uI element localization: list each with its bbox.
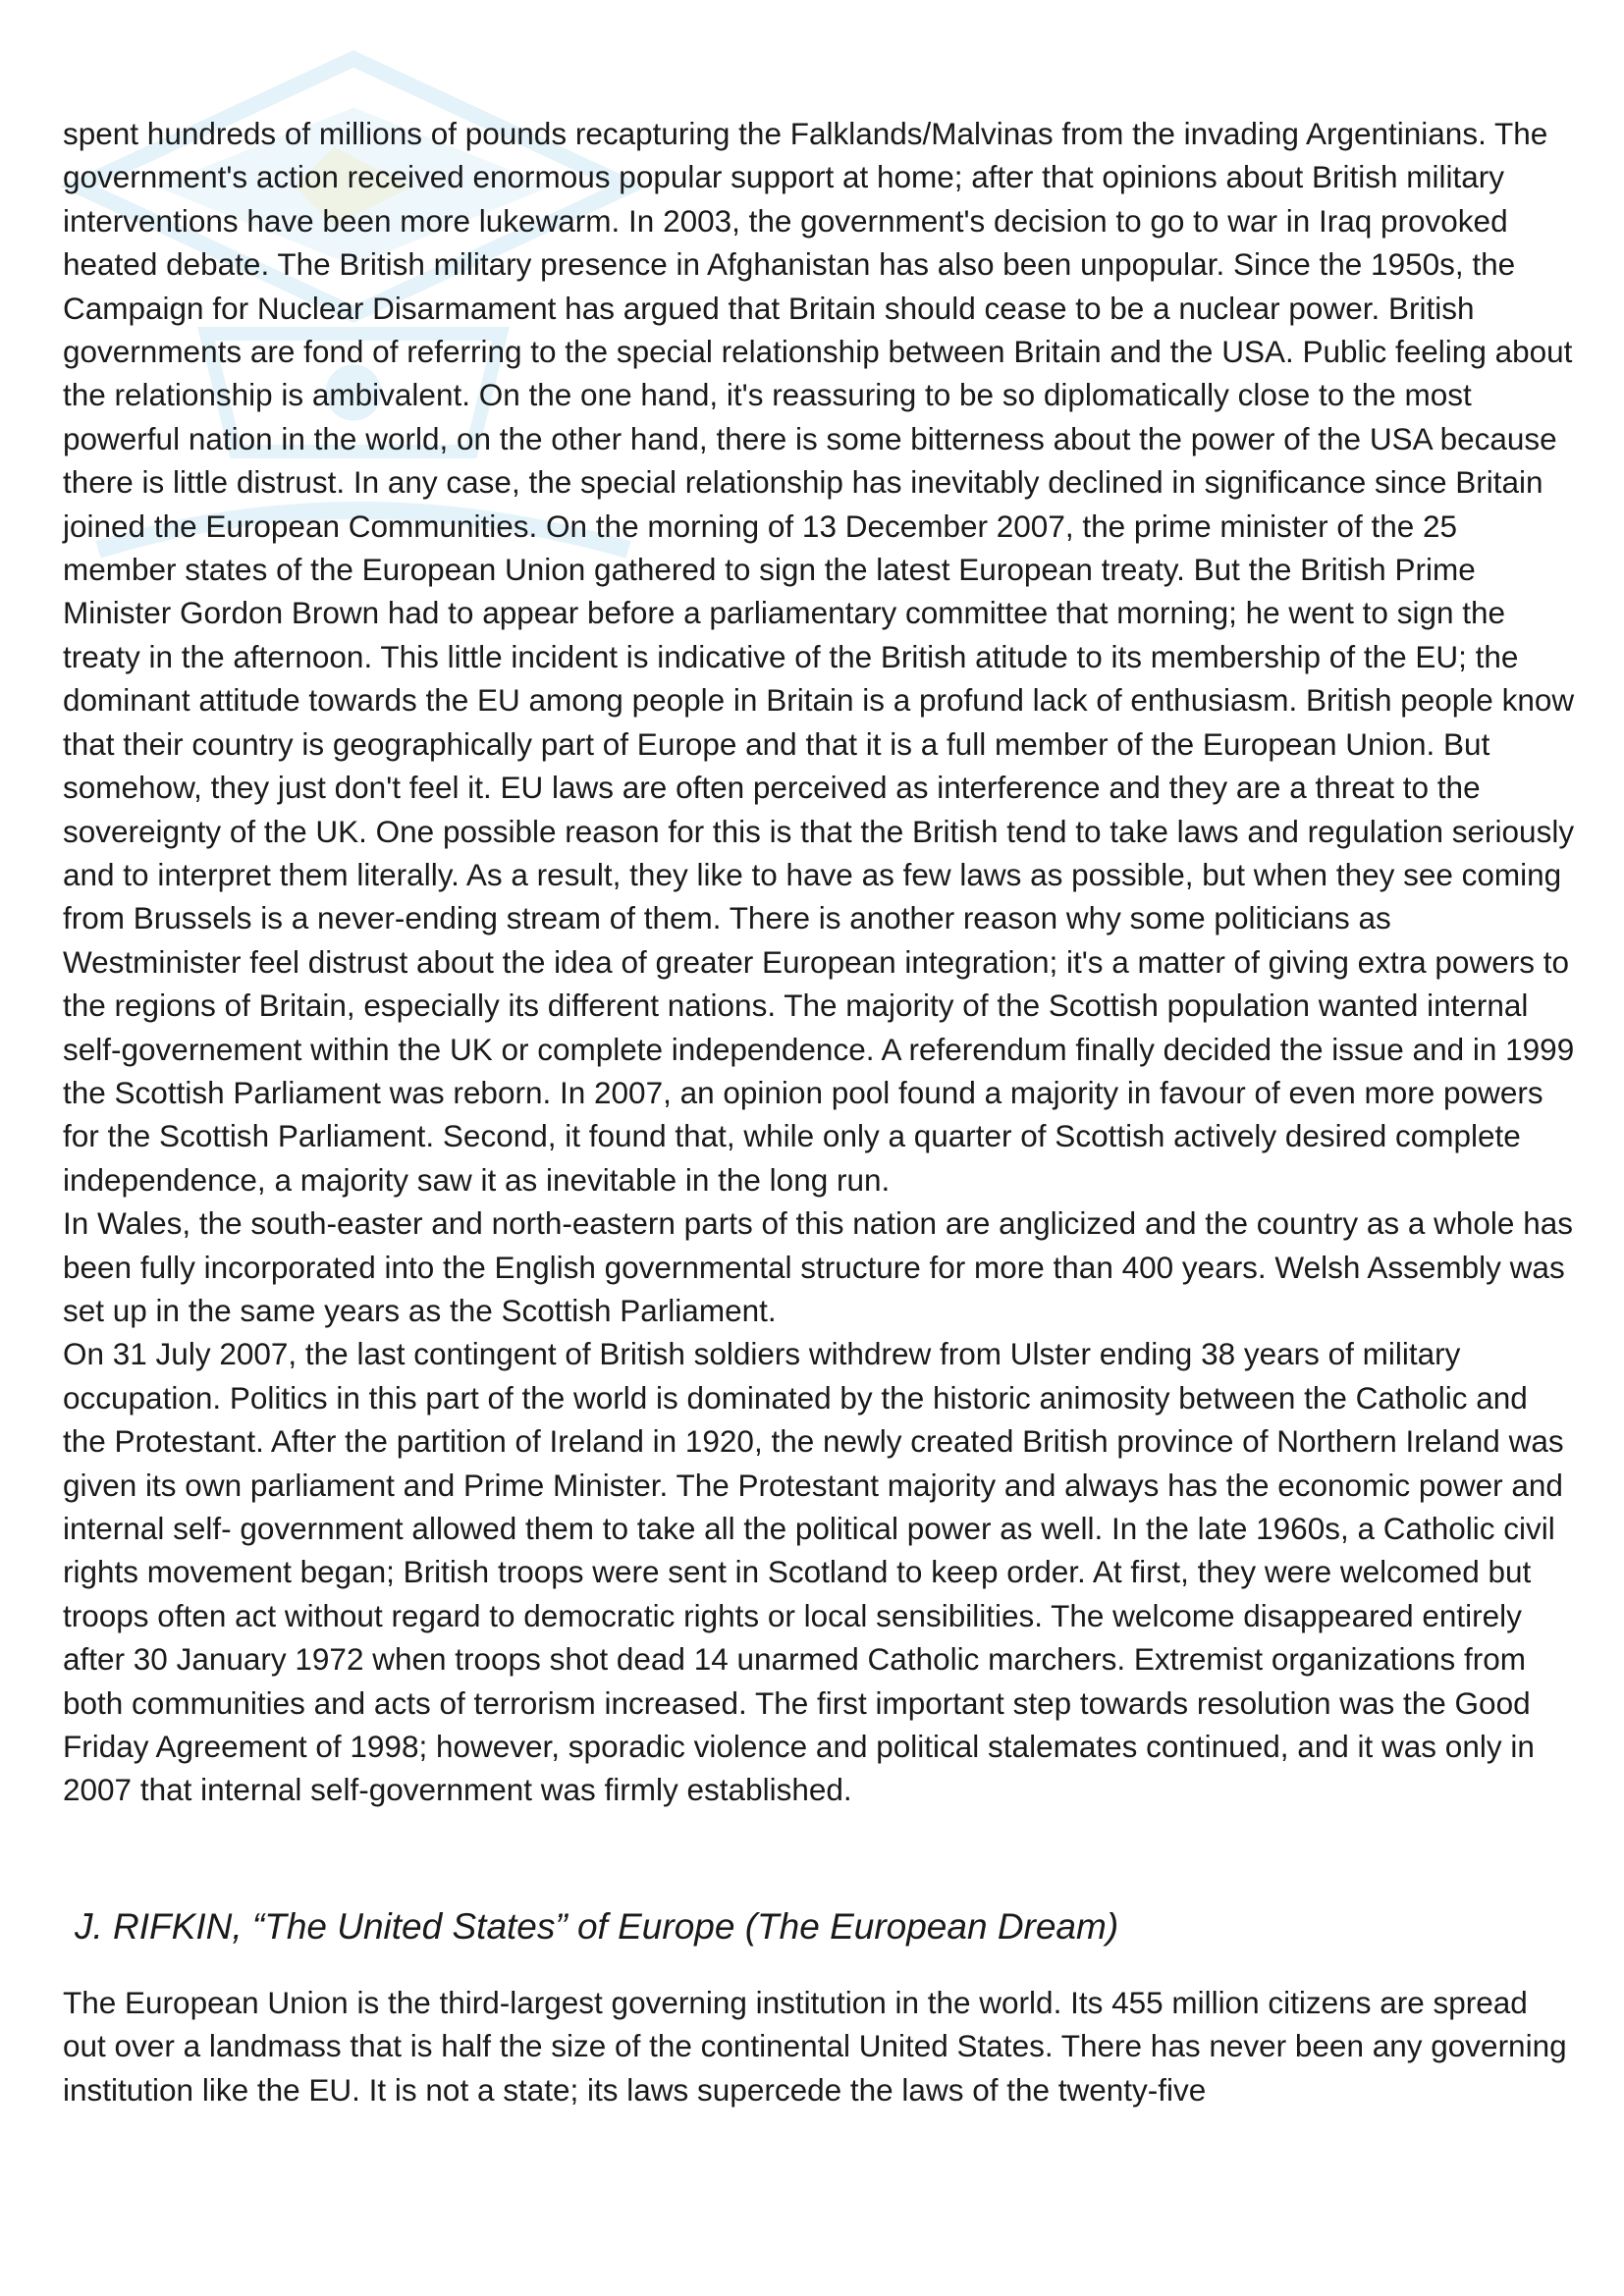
body-paragraph-3: On 31 July 2007, the last contingent of British soldiers withdrew from Ulster ending 38 years of military occupation. Politics in this part of the world is dominated by the historic animosity between the Catholic and the Protestant. After the partition of Ireland in 1920, the newly created British province of Northern Ireland was given its own parliament and Prime Minister. The Protestant majority and always has the economic power and internal self- government allowed them to take all the political power as well. In the late 1960s, a Catholic civil rights movement began; British troops were sent in Scotland to keep order. At first, they were welcomed but troops often act without regard to democratic rights or local sensibilities. The welcome disappeared entirely after 30 January 1972 when troops shot dead 14 unarmed Catholic marchers. Extremist organizations from both communities and acts of terrorism increased. The first important step towards resolution was the Good Friday Agreement of 1998; however, sporadic violence and political stalemates continued, and it was only in 2007 that internal self-government was firmly established. [63,1336,1564,1808]
body-paragraph-2: In Wales, the south-easter and north-eastern parts of this nation are anglicized and the country as a whole has been fully incorporated into the English governmental structure for more than 400 years. Welsh Assembly was set up in the same years as the Scottish Parliament. [63,1205,1573,1328]
body-paragraph-1: spent hundreds of millions of pounds recapturing the Falklands/Malvinas from the invading Argentinians. The government's action received enormous popular support at home; after that opinions about British military interventions have been more lukewarm. In 2003, the government's decision to go to war in Iraq provoked heated debate. The British military presence in Afghanistan has also been unpopular. Since the 1950s, the Campaign for Nuclear Disarmament has argued that Britain should cease to be a nuclear power. British governments are fond of referring to the special relationship between Britain and the USA. Public feeling about the relationship is ambivalent. On the one hand, it's reassuring to be so diplomatically close to the most powerful nation in the world, on the other hand, there is some bitterness about the power of the USA because there is little distrust. In any case, the special relationship has inevitably declined in significance since Britain joined the European Communities. On the morning of 13 December 2007, the prime minister of the 25 member states of the European Union gathered to sign the latest European treaty. But the British Prime Minister Gordon Brown had to appear before a parliamentary committee that morning; he went to sign the treaty in the afternoon. This little incident is indicative of the British atitude to its membership of the EU; the dominant attitude towards the EU among people in Britain is a profund lack of enthusiasm. British people know that their country is geographically part of Europe and that it is a full member of the European Union. But somehow, they just don't feel it. EU laws are often perceived as interference and they are a threat to the sovereignty of the UK. One possible reason for this is that the British tend to take laws and regulation seriously and to interpret them literally. As a result, they like to have as few laws as possible, but when they see coming from Brussels is a never-ending stream of them. There is another reason why some politicians as Westminister feel distrust about the idea of greater European integration; it's a matter of giving extra powers to the regions of Britain, especially its different nations. The majority of the Scottish population wanted internal self-governement within the UK or complete independence. A referendum finally decided the issue and in 1999 the Scottish Parliament was reborn. In 2007, an opinion pool found a majority in favour of even more powers for the Scottish Parliament. Second, it found that, while only a quarter of Scottish actively desired complete independence, a majority saw it as inevitable in the long run. [63,116,1575,1198]
section-heading: J. RIFKIN, “The United States” of Europe (The European Dream) [75,1905,1119,1947]
closing-paragraph: The European Union is the third-largest governing institution in the world. Its 455 million citizens are spread out over a landmass that is half the size of the continental United States. There has never been any governing institution like the EU. It is not a state; its laws supercede the laws of the twenty-five [63,1984,1567,2108]
document-body [63,112,1575,2111]
